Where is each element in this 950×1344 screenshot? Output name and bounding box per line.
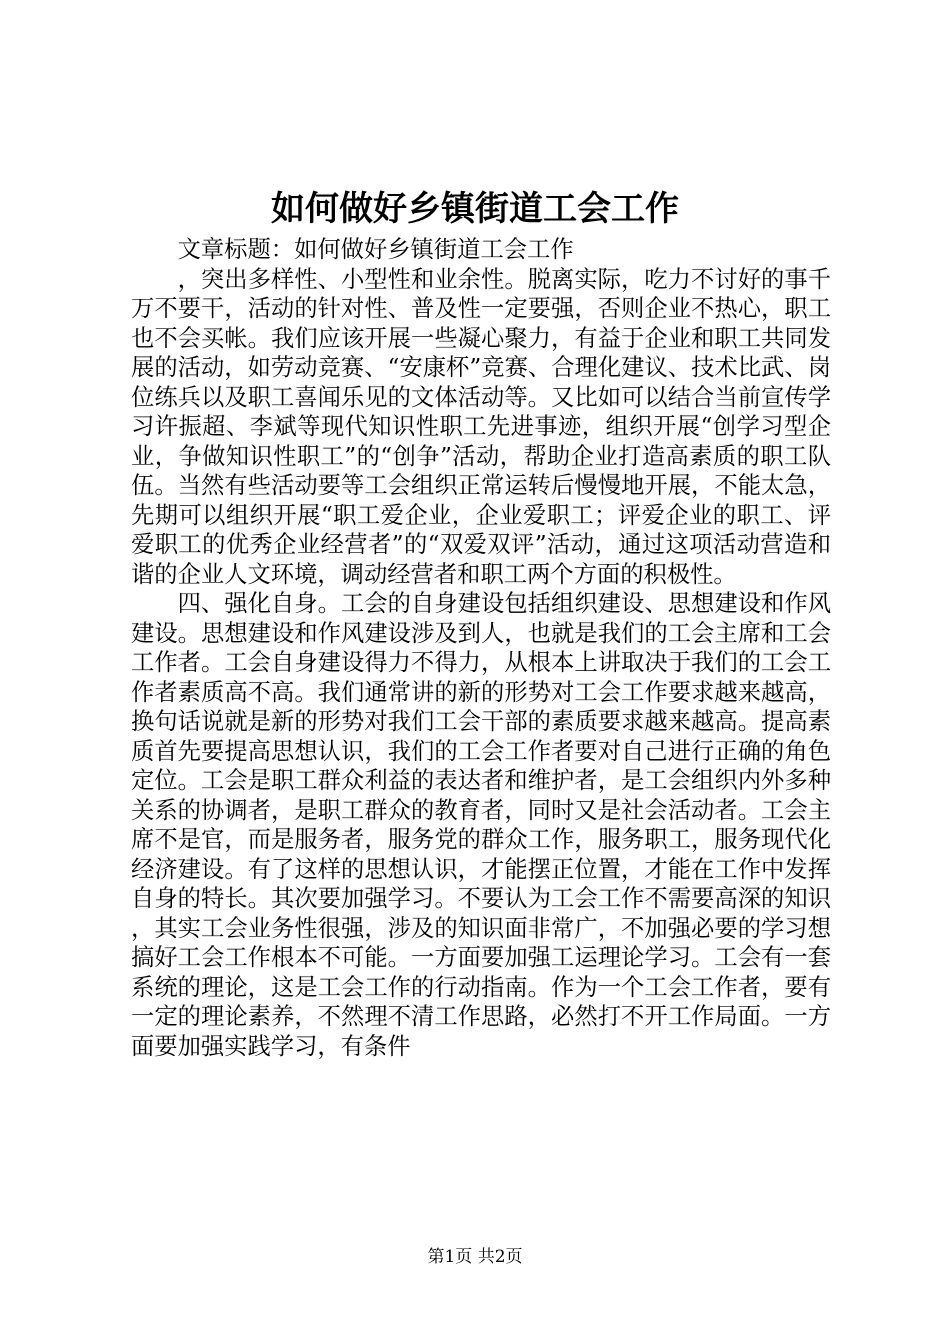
paragraph-activities: ，突出多样性、小型性和业余性。脱离实际，吃力不讨好的事千万不要干，活动的针对性、普及性一定要强，否则企业不热心，职工也不会买帐。我们应该开展一些凝心聚力，有益于企业和职工共同发展的活动，如劳动竞赛、“安康杯”竞赛、合理化建议、技术比武、岗位练兵以及职工喜闻乐见的文体活动等。又比如可以结合当前宣传学习许振超、李斌等现代知识性职工先进事迹，组织开展“创学习型企业，争做知识性职工”的“创争”活动，帮助企业打造高素质的职工队伍。当然有些活动要等工会组织正常运转后慢慢地开展，不能太急，先期可以组织开展“职工爱企业，企业爱职工；评爱企业的职工、评爱职工的优秀企业经营者”的“双爱双评”活动，通过这项活动营造和谐的企业人文环境，调动经营者和职工两个方面的积极性。 xyxy=(131,265,831,588)
document-title: 如何做好乡镇街道工会工作 xyxy=(271,189,679,229)
page-number-footer: 第1页 共2页 xyxy=(427,1247,523,1267)
paragraph-self-strengthening: 四、强化自身。工会的自身建设包括组织建设、思想建设和作风建设。思想建设和作风建设涉及到人，也就是我们的工会主席和工会工作者。工会自身建设得力不得力，从根本上讲取决于我们的工会工作者素质高不高。我们通常讲的新的形势对工会工作要求越来越高，换句话说就是新的形势对我们工会干部的素质要求越来越高。提高素质首先要提高思想认识，我们的工会工作者要对自己进行正确的角色定位。工会是职工群众利益的表达者和维护者，是工会组织内外多种关系的协调者，是职工群众的教育者，同时又是社会活动者。工会主席不是官，而是服务者，服务党的群众工作，服务职工，服务现代化经济建设。有了这样的思想认识，才能摆正位置，才能在工作中发挥自身的特长。其次要加强学习。不要认为工会工作不需要高深的知识，其实工会业务性很强，涉及的知识面非常广，不加强必要的学习想搞好工会工作根本不可能。一方面要加强工运理论学习。工会有一套系统的理论，这是工会工作的行动指南。作为一个工会工作者，要有一定的理论素养，不然理不清工作思路，必然打不开工作局面。一方面要加强实践学习，有条件 xyxy=(131,590,831,1060)
document-body xyxy=(131,235,831,1061)
article-title-line: 文章标题：如何做好乡镇街道工会工作 xyxy=(177,236,574,263)
